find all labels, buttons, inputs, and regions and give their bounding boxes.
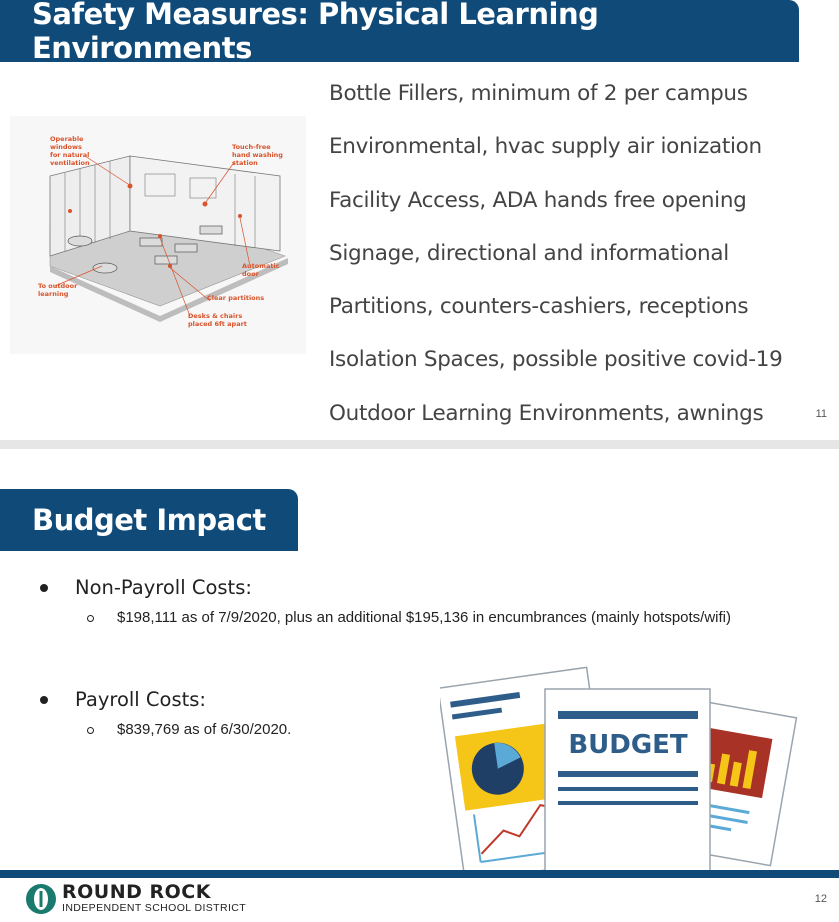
- budget-label: BUDGET: [568, 730, 688, 760]
- district-logo: [26, 883, 246, 914]
- list-item: Partitions, counters-cashiers, receptions: [329, 294, 749, 320]
- label-outdoor: To outdoor learning: [38, 282, 78, 298]
- page-number: 11: [815, 408, 827, 420]
- circle-bullet-icon: [87, 615, 94, 622]
- slide-safety-measures: [0, 0, 839, 440]
- page-number: 12: [814, 893, 827, 905]
- footer-divider: [0, 870, 839, 878]
- logo-main-text: ROUND ROCK: [62, 881, 211, 903]
- logo-sub-text: INDEPENDENT SCHOOL DISTRICT: [62, 902, 247, 914]
- list-item: Isolation Spaces, possible positive covid-19: [329, 347, 783, 373]
- item-detail: $839,769 as of 6/30/2020.: [117, 721, 292, 738]
- bullet-icon: [40, 696, 48, 704]
- list-item: [40, 603, 731, 633]
- slide-title: Safety Measures: Physical Learning Environments: [0, 0, 799, 62]
- item-label: Payroll Costs:: [75, 688, 207, 711]
- budget-documents-illustration: [440, 659, 800, 874]
- footer: [0, 878, 839, 922]
- list-item: Bottle Fillers, minimum of 2 per campus: [329, 81, 748, 106]
- list-item: Signage, directional and informational: [329, 240, 729, 266]
- label-desks: Desks & chairs placed 6ft apart: [188, 312, 247, 328]
- item-label: Non-Payroll Costs:: [75, 576, 252, 599]
- slide-title: Budget Impact: [0, 489, 298, 551]
- label-windows: Operable windows for natural ventilation: [50, 135, 90, 167]
- safety-measures-list: [329, 75, 783, 440]
- label-door: Automatic door: [242, 262, 280, 278]
- circle-bullet-icon: [87, 727, 94, 734]
- item-detail: $198,111 as of 7/9/2020, plus an additional $195,136 in encumbrances (mainly hotspots/wifi): [117, 609, 732, 626]
- list-item: Outdoor Learning Environments, awnings: [329, 400, 764, 426]
- label-partitions: Clear partitions: [207, 294, 265, 302]
- classroom-illustration: [10, 116, 306, 354]
- list-item: Facility Access, ADA hands free opening: [329, 187, 747, 213]
- label-handwash: Touch-free hand washing station: [232, 143, 283, 167]
- logo-icon: [26, 884, 56, 914]
- list-item: [40, 573, 731, 603]
- slide-budget-impact: [0, 449, 839, 922]
- list-item: Environmental, hvac supply air ionization: [329, 134, 762, 160]
- bullet-icon: [40, 584, 48, 592]
